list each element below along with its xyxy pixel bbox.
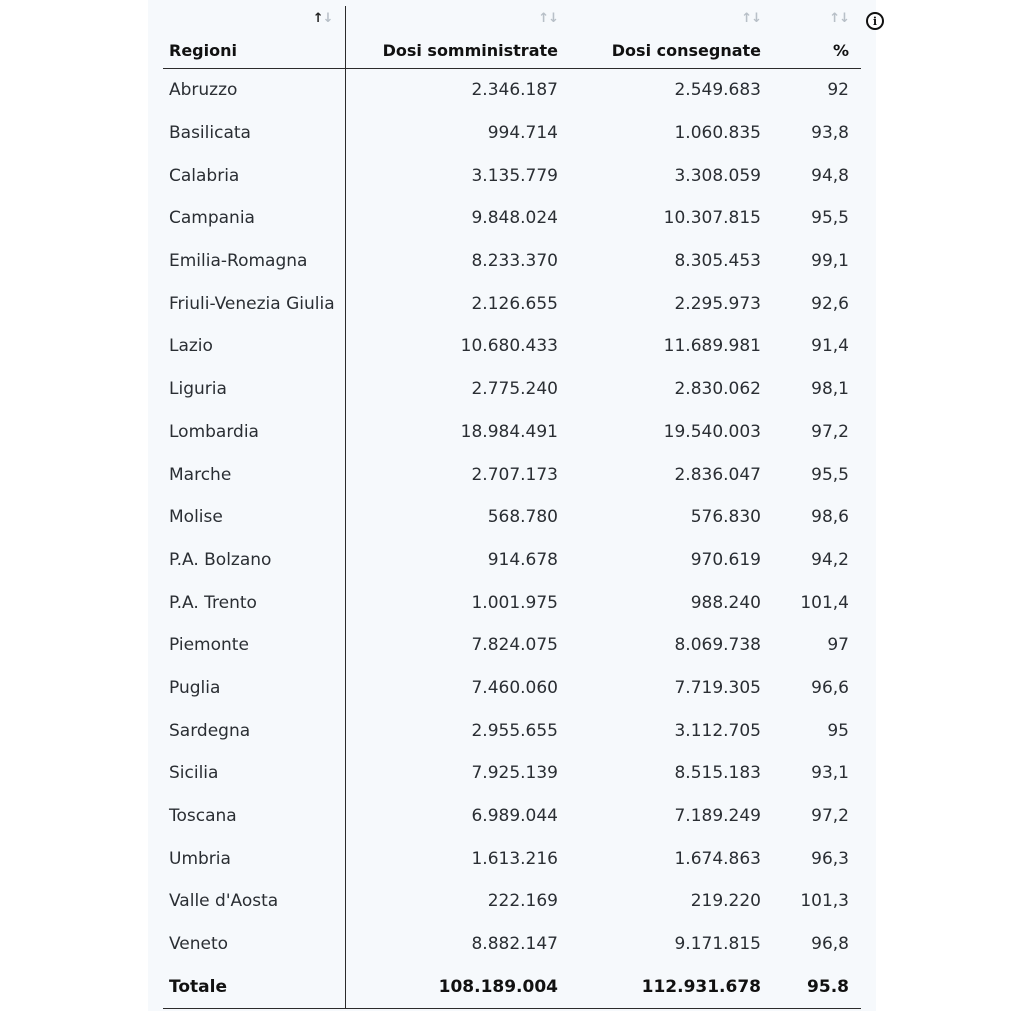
administered-cell: 2.346.187 — [471, 80, 558, 101]
delivered-cell: 8.069.738 — [674, 635, 761, 656]
percent-cell: 94,2 — [811, 549, 849, 570]
percent-cell: 96,8 — [811, 934, 849, 955]
administered-cell: 7.824.075 — [471, 635, 558, 656]
region-cell: Campania — [163, 197, 345, 240]
percent-cell: 91,4 — [811, 336, 849, 357]
region-cell: Liguria — [163, 368, 345, 411]
region-cell: Calabria — [163, 154, 345, 197]
column-header-dosi-somministrate-label: Dosi somministrate — [382, 41, 558, 60]
percent-cell: 92,6 — [811, 293, 849, 314]
delivered-cell: 2.830.062 — [674, 379, 761, 400]
percent-cell: 98,6 — [811, 507, 849, 528]
table-row — [163, 624, 861, 667]
total-region-cell: Totale — [163, 965, 345, 1008]
administered-cell: 3.135.779 — [471, 165, 558, 186]
region-cell: Marche — [163, 453, 345, 496]
column-header-dosi-consegnate[interactable] — [570, 6, 773, 69]
percent-cell: 97 — [827, 635, 849, 656]
administered-cell: 2.775.240 — [471, 379, 558, 400]
table-row — [163, 709, 861, 752]
table-row — [163, 368, 861, 411]
region-cell: Piemonte — [163, 624, 345, 667]
administered-cell: 6.989.044 — [471, 806, 558, 827]
delivered-cell: 7.719.305 — [674, 677, 761, 698]
table-row — [163, 667, 861, 710]
sort-percent-icon[interactable]: ↑↓ — [829, 11, 849, 26]
delivered-cell: 988.240 — [690, 592, 761, 613]
total-delivered-cell: 112.931.678 — [570, 965, 773, 1008]
region-cell: Toscana — [163, 795, 345, 838]
delivered-cell: 10.307.815 — [663, 208, 761, 229]
administered-cell: 10.680.433 — [460, 336, 558, 357]
table-row — [163, 325, 861, 368]
administered-cell: 8.233.370 — [471, 251, 558, 272]
administered-cell: 8.882.147 — [471, 934, 558, 955]
percent-cell: 97,2 — [811, 421, 849, 442]
column-header-dosi-consegnate-label: Dosi consegnate — [611, 41, 761, 60]
total-percent-cell: 95.8 — [773, 965, 861, 1008]
delivered-cell: 8.515.183 — [674, 763, 761, 784]
table-row — [163, 112, 861, 155]
percent-cell: 95,5 — [811, 464, 849, 485]
table-row — [163, 923, 861, 966]
administered-cell: 914.678 — [487, 549, 558, 570]
percent-cell: 99,1 — [811, 251, 849, 272]
table-body — [163, 69, 861, 1009]
region-cell: Abruzzo — [163, 69, 345, 112]
delivered-cell: 11.689.981 — [663, 336, 761, 357]
administered-cell: 7.925.139 — [471, 763, 558, 784]
administered-cell: 222.169 — [487, 891, 558, 912]
table-row — [163, 837, 861, 880]
table-row — [163, 496, 861, 539]
administered-cell: 1.001.975 — [471, 592, 558, 613]
percent-cell: 93,8 — [811, 123, 849, 144]
region-cell: Sardegna — [163, 709, 345, 752]
region-cell: Sicilia — [163, 752, 345, 795]
vaccine-doses-table — [163, 6, 861, 1009]
delivered-cell: 3.112.705 — [674, 720, 761, 741]
delivered-cell: 970.619 — [690, 549, 761, 570]
column-header-percent[interactable] — [773, 6, 861, 69]
administered-cell: 2.707.173 — [471, 464, 558, 485]
percent-cell: 93,1 — [811, 763, 849, 784]
delivered-cell: 2.295.973 — [674, 293, 761, 314]
percent-cell: 96,6 — [811, 677, 849, 698]
column-header-regioni-label: Regioni — [169, 41, 237, 60]
column-header-regioni[interactable] — [163, 6, 345, 69]
table-row — [163, 453, 861, 496]
region-cell: Friuli-Venezia Giulia — [163, 282, 345, 325]
table-row — [163, 197, 861, 240]
percent-cell: 92 — [827, 80, 849, 101]
delivered-cell: 9.171.815 — [674, 934, 761, 955]
percent-cell: 98,1 — [811, 379, 849, 400]
total-administered-cell: 108.189.004 — [345, 965, 570, 1008]
delivered-cell: 7.189.249 — [674, 806, 761, 827]
sort-dosi-consegnate-icon[interactable]: ↑↓ — [741, 11, 761, 26]
administered-cell: 568.780 — [487, 507, 558, 528]
column-header-dosi-somministrate[interactable] — [345, 6, 570, 69]
region-cell: Lazio — [163, 325, 345, 368]
delivered-cell: 3.308.059 — [674, 165, 761, 186]
sort-dosi-somministrate-icon[interactable]: ↑↓ — [538, 11, 558, 26]
region-cell: Puglia — [163, 667, 345, 710]
region-cell: Valle d'Aosta — [163, 880, 345, 923]
table-row — [163, 795, 861, 838]
administered-cell: 18.984.491 — [460, 421, 558, 442]
sort-regioni-icon[interactable]: ↑↓ — [312, 11, 333, 26]
table-row — [163, 581, 861, 624]
administered-cell: 994.714 — [487, 123, 558, 144]
delivered-cell: 2.836.047 — [674, 464, 761, 485]
table-row — [163, 154, 861, 197]
delivered-cell: 2.549.683 — [674, 80, 761, 101]
region-cell: Umbria — [163, 837, 345, 880]
percent-cell: 97,2 — [811, 806, 849, 827]
table-row — [163, 752, 861, 795]
region-cell: Lombardia — [163, 411, 345, 454]
percent-cell: 95,5 — [811, 208, 849, 229]
delivered-cell: 1.674.863 — [674, 848, 761, 869]
administered-cell: 7.460.060 — [471, 677, 558, 698]
table-header-row — [163, 6, 861, 69]
percent-cell: 94,8 — [811, 165, 849, 186]
table-row — [163, 69, 861, 112]
administered-cell: 9.848.024 — [471, 208, 558, 229]
region-cell: Emilia-Romagna — [163, 240, 345, 283]
table-row — [163, 539, 861, 582]
administered-cell: 1.613.216 — [471, 848, 558, 869]
delivered-cell: 1.060.835 — [674, 123, 761, 144]
percent-cell: 95 — [827, 720, 849, 741]
column-header-percent-label: % — [832, 41, 849, 60]
percent-cell: 96,3 — [811, 848, 849, 869]
region-cell: Veneto — [163, 923, 345, 966]
region-cell: Basilicata — [163, 112, 345, 155]
region-cell: Molise — [163, 496, 345, 539]
region-cell: P.A. Bolzano — [163, 539, 345, 582]
administered-cell: 2.126.655 — [471, 293, 558, 314]
percent-cell: 101,4 — [800, 592, 849, 613]
percent-cell: 101,3 — [800, 891, 849, 912]
delivered-cell: 8.305.453 — [674, 251, 761, 272]
table-row — [163, 240, 861, 283]
table-row — [163, 411, 861, 454]
delivered-cell: 576.830 — [690, 507, 761, 528]
region-cell: P.A. Trento — [163, 581, 345, 624]
delivered-cell: 219.220 — [690, 891, 761, 912]
administered-cell: 2.955.655 — [471, 720, 558, 741]
info-icon[interactable]: i — [866, 12, 884, 30]
table-total-row — [163, 965, 861, 1008]
delivered-cell: 19.540.003 — [663, 421, 761, 442]
table-row — [163, 282, 861, 325]
table-row — [163, 880, 861, 923]
